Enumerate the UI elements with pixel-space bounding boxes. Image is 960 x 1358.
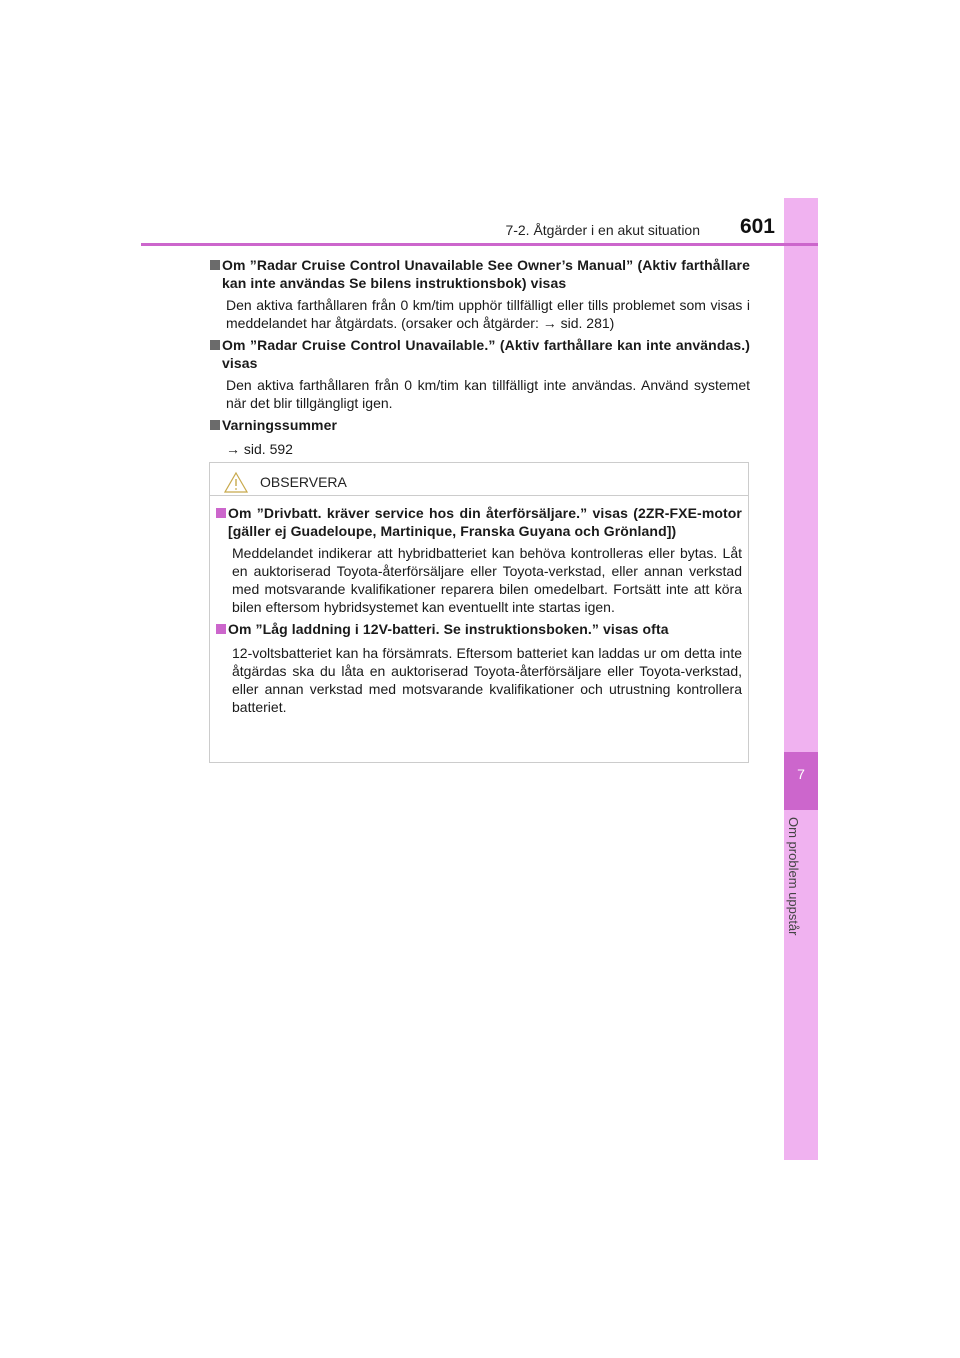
side-tab [784, 198, 818, 1160]
notice-item-body: Meddelandet indikerar att hybridbatteriet kan behöva kontrolleras eller bytas. Låt en auktoriserad Toyota-återförsäljare eller Toyota-verkstad, eller annan verkstad med motsvarande kvalifikationer reparera bilen omedelbart. Fortsätt inte att köra bilen eftersom hybridsystemet kan eventuellt inte startas igen. [232, 545, 742, 615]
square-bullet-icon [210, 256, 216, 292]
notice-content [216, 504, 742, 720]
page-reference: → sid. 592 [226, 441, 293, 457]
page-number: 601 [739, 215, 775, 238]
header-divider [141, 243, 818, 246]
notice-item [216, 620, 742, 716]
chapter-number: 7 [797, 766, 805, 782]
item-title: Om ”Radar Cruise Control Unavailable See Owner’s Manual” (Aktiv farthållare kan inte användas Se bilens instruktionsbok) visas [222, 257, 750, 291]
notice-item-body: 12-voltsbatteriet kan ha försämrats. Eftersom batteriet kan laddas ur om detta inte åtgärdas ska du låta en auktoriserad Toyota-återförsäljare eller Toyota-verkstad, eller annan verkstad med motsvarande kvalifikationer och utrustning kontrollera batteriet. [232, 645, 742, 715]
square-bullet-icon [210, 336, 216, 372]
notice-box [209, 462, 749, 763]
notice-title: OBSERVERA [260, 474, 347, 490]
section-title: 7-2. Åtgärder i en akut situation [505, 222, 700, 238]
list-item [210, 416, 750, 458]
list-item [210, 256, 750, 332]
item-title: Om ”Radar Cruise Control Unavailable.” (Aktiv farthållare kan inte användas.) visas [222, 337, 750, 371]
square-bullet-icon [216, 504, 222, 540]
item-body: Den aktiva farthållaren från 0 km/tim kan tillfälligt inte användas. Använd systemet när det blir tillgängligt igen. [226, 377, 750, 411]
warning-icon [224, 471, 248, 493]
square-bullet-icon [216, 620, 222, 640]
list-item [210, 336, 750, 412]
square-bullet-icon [210, 416, 216, 436]
chapter-title: Om problem uppstår [786, 817, 801, 936]
item-body: Den aktiva farthållaren från 0 km/tim upphör tillfälligt eller tills problemet som visas i meddelandet har åtgärdats. (orsaker och åtgärder: → sid. 281) [226, 297, 750, 331]
notice-item-title: Om ”Drivbatt. kräver service hos din återförsäljare.” visas (2ZR-FXE-motor [gäller ej Guadeloupe, Martinique, Franska Guyana och Grönland]) [228, 505, 742, 539]
notice-header [224, 469, 347, 495]
item-title: Varningssummer [222, 417, 337, 433]
main-content [210, 256, 750, 462]
notice-divider [210, 495, 748, 496]
notice-item [216, 504, 742, 616]
notice-item-title: Om ”Låg laddning i 12V-batteri. Se instruktionsboken.” visas ofta [228, 621, 669, 637]
